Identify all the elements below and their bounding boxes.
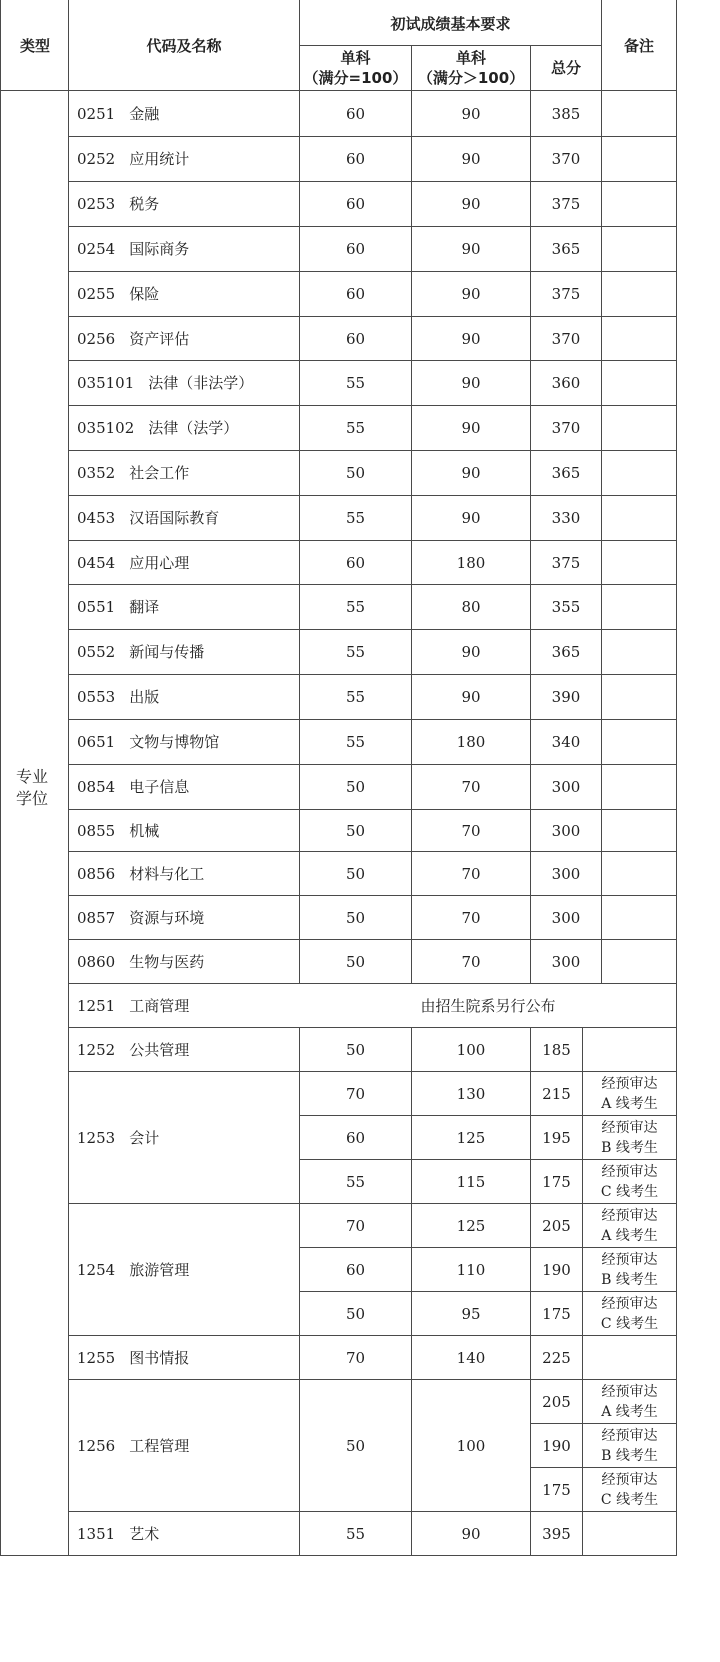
program-cell xyxy=(77,227,298,271)
program-name: 法律（非法学） xyxy=(148,374,254,392)
total-cell: 300 xyxy=(551,908,581,927)
program-name: 旅游管理 xyxy=(129,1260,190,1279)
program-code: 0855 xyxy=(77,821,116,840)
total-cell: 375 xyxy=(551,195,581,213)
total-cell: 300 xyxy=(551,778,581,796)
program-cell xyxy=(77,361,298,405)
single-gt100-cell: 110 xyxy=(456,1260,486,1279)
program-cell xyxy=(77,451,298,495)
program-cell xyxy=(77,406,298,450)
program-name: 工程管理 xyxy=(129,1436,190,1455)
grid-line xyxy=(0,1555,677,1556)
program-code: 035102 xyxy=(77,419,135,437)
total-cell: 175 xyxy=(542,1172,571,1191)
category-cell xyxy=(2,765,62,811)
single-gt100-cell: 125 xyxy=(456,1128,486,1147)
program-code: 1255 xyxy=(77,1348,116,1367)
single-100-cell: 60 xyxy=(345,1260,366,1279)
program-cell xyxy=(77,896,298,939)
program-name: 税务 xyxy=(129,195,160,213)
remark-line2: C 线考生 xyxy=(600,1315,659,1332)
program-cell xyxy=(77,541,298,584)
remark-cell xyxy=(583,1424,676,1467)
program-code: 0856 xyxy=(77,864,116,883)
remark-cell xyxy=(583,1468,676,1511)
single-100-cell: 60 xyxy=(345,240,366,258)
total-cell: 360 xyxy=(551,374,581,392)
remark-line2: C 线考生 xyxy=(600,1491,659,1508)
single-100-cell: 60 xyxy=(345,553,366,572)
single-gt100-cell: 90 xyxy=(461,374,481,392)
single-100-cell: 60 xyxy=(345,195,366,213)
total-cell: 355 xyxy=(551,598,581,616)
program-cell xyxy=(77,852,298,895)
total-cell: 225 xyxy=(542,1348,571,1367)
program-cell xyxy=(77,92,298,136)
program-code: 0553 xyxy=(77,688,116,706)
total-cell: 330 xyxy=(551,509,581,527)
program-name: 法律（法学） xyxy=(148,419,239,437)
remark-line1: 经预审达 xyxy=(601,1383,658,1400)
single-100-cell: 60 xyxy=(345,329,366,348)
remark-line1: 经预审达 xyxy=(601,1251,658,1268)
header-type: 类型 xyxy=(19,37,50,55)
single-100-cell: 55 xyxy=(345,374,366,392)
single-gt100-cell: 90 xyxy=(461,464,481,482)
program-name: 会计 xyxy=(129,1128,160,1147)
single-100-cell: 60 xyxy=(345,285,366,303)
header-total: 总分 xyxy=(550,59,581,77)
program-code: 1252 xyxy=(77,1040,116,1059)
total-cell: 340 xyxy=(551,733,581,751)
single-100-cell: 55 xyxy=(345,1524,366,1543)
program-code: 0251 xyxy=(77,105,116,123)
program-code: 0255 xyxy=(77,285,116,303)
program-name: 国际商务 xyxy=(129,240,190,258)
program-code: 035101 xyxy=(77,374,135,392)
header-code-name: 代码及名称 xyxy=(146,37,222,55)
single-100-cell: 50 xyxy=(345,1436,366,1455)
program-code: 0253 xyxy=(77,195,116,213)
remark-cell xyxy=(583,1248,676,1291)
total-cell: 395 xyxy=(542,1524,571,1543)
program-name: 应用统计 xyxy=(129,150,190,168)
program-cell xyxy=(77,630,298,674)
grid-line xyxy=(601,0,602,984)
remark-cell xyxy=(583,1116,676,1159)
program-cell xyxy=(77,317,298,360)
program-name: 应用心理 xyxy=(129,553,190,572)
remark-line1: 经预审达 xyxy=(601,1427,658,1444)
single-gt100-cell: 90 xyxy=(461,643,481,661)
program-name: 材料与化工 xyxy=(129,864,205,883)
grid-line xyxy=(0,90,677,91)
program-cell xyxy=(77,720,298,764)
single-gt100-cell: 100 xyxy=(456,1436,486,1455)
program-code: 0854 xyxy=(77,778,116,796)
total-cell: 365 xyxy=(551,464,581,482)
total-cell: 195 xyxy=(542,1128,571,1147)
remark-cell xyxy=(583,1072,676,1115)
program-code: 1253 xyxy=(77,1128,116,1147)
program-code: 0453 xyxy=(77,509,116,527)
single-gt100-cell: 90 xyxy=(461,195,481,213)
total-cell: 190 xyxy=(542,1260,571,1279)
single-gt100-cell: 130 xyxy=(456,1084,486,1103)
grid-line xyxy=(0,0,1,1556)
program-name: 出版 xyxy=(129,688,160,706)
program-cell xyxy=(77,1336,298,1379)
program-name: 社会工作 xyxy=(129,464,190,482)
single-gt100-cell: 90 xyxy=(461,509,481,527)
program-code: 0252 xyxy=(77,150,116,168)
program-name: 保险 xyxy=(129,285,160,303)
remark-line2: B 线考生 xyxy=(601,1271,658,1288)
single-100-cell: 55 xyxy=(345,509,366,527)
program-code: 0254 xyxy=(77,240,116,258)
remark-cell xyxy=(583,1160,676,1203)
remark-line1: 经预审达 xyxy=(601,1075,658,1092)
single-gt100-cell: 90 xyxy=(461,688,481,706)
program-cell xyxy=(77,137,298,181)
program-name: 金融 xyxy=(129,105,160,123)
header-single-100-line2: （满分=100） xyxy=(303,69,408,87)
total-cell: 215 xyxy=(542,1084,571,1103)
total-cell: 370 xyxy=(551,419,581,437)
single-gt100-cell: 90 xyxy=(461,1524,481,1543)
merged-requirement-cell: 由招生院系另行公布 xyxy=(420,996,556,1015)
program-code: 0857 xyxy=(77,908,116,927)
remark-cell xyxy=(583,1204,676,1247)
program-name: 新闻与传播 xyxy=(129,643,205,661)
single-100-cell: 55 xyxy=(345,688,366,706)
program-code: 0551 xyxy=(77,598,116,616)
total-cell: 300 xyxy=(551,952,581,971)
remark-line2: A 线考生 xyxy=(601,1403,658,1420)
total-cell: 390 xyxy=(551,688,581,706)
total-cell: 365 xyxy=(551,240,581,258)
single-gt100-cell: 180 xyxy=(456,553,486,572)
program-code: 0651 xyxy=(77,733,116,751)
program-name: 翻译 xyxy=(129,598,160,616)
grid-line xyxy=(68,0,69,1556)
single-gt100-cell: 180 xyxy=(456,733,486,751)
single-100-cell: 55 xyxy=(345,419,366,437)
remark-line2: B 线考生 xyxy=(601,1447,658,1464)
header-single-gt100-line2: （满分＞100） xyxy=(417,69,525,87)
header-single-100-line1: 单科 xyxy=(340,49,371,67)
program-code: 0352 xyxy=(77,464,116,482)
single-gt100-cell: 140 xyxy=(456,1348,486,1367)
single-gt100-cell: 100 xyxy=(456,1040,486,1059)
single-100-cell: 70 xyxy=(345,1216,366,1235)
single-100-cell: 50 xyxy=(345,464,366,482)
remark-cell xyxy=(583,1380,676,1423)
single-gt100-cell: 125 xyxy=(456,1216,486,1235)
single-gt100-cell: 80 xyxy=(461,598,481,616)
total-cell: 205 xyxy=(542,1216,571,1235)
program-name: 汉语国际教育 xyxy=(129,509,220,527)
header-single-gt100-line1: 单科 xyxy=(455,49,486,67)
total-cell: 385 xyxy=(551,105,581,123)
single-100-cell: 60 xyxy=(345,1128,366,1147)
program-name: 公共管理 xyxy=(129,1040,190,1059)
program-code: 0454 xyxy=(77,553,116,572)
program-name: 资源与环境 xyxy=(129,908,205,927)
single-gt100-cell: 90 xyxy=(461,150,481,168)
total-cell: 365 xyxy=(551,643,581,661)
program-cell xyxy=(77,940,298,983)
single-100-cell: 50 xyxy=(345,778,366,796)
program-cell xyxy=(77,810,298,851)
program-cell xyxy=(77,984,298,1027)
category-line1: 专业 xyxy=(15,767,48,786)
single-gt100-cell: 115 xyxy=(456,1172,486,1191)
single-100-cell: 60 xyxy=(345,150,366,168)
program-code: 1256 xyxy=(77,1436,116,1455)
single-100-cell: 55 xyxy=(345,1172,366,1191)
single-100-cell: 70 xyxy=(345,1084,366,1103)
single-gt100-cell: 90 xyxy=(461,240,481,258)
single-gt100-cell: 90 xyxy=(461,105,481,123)
single-100-cell: 50 xyxy=(345,1040,366,1059)
program-cell xyxy=(77,585,298,629)
total-cell: 300 xyxy=(551,821,581,840)
total-cell: 175 xyxy=(542,1304,571,1323)
remark-line1: 经预审达 xyxy=(601,1163,658,1180)
single-100-cell: 50 xyxy=(345,908,366,927)
program-cell xyxy=(77,765,298,809)
category-line2: 学位 xyxy=(15,789,48,808)
remark-line2: B 线考生 xyxy=(601,1139,658,1156)
single-gt100-cell: 70 xyxy=(461,952,481,971)
total-cell: 370 xyxy=(551,329,581,348)
program-name: 图书情报 xyxy=(129,1348,190,1367)
single-gt100-cell: 70 xyxy=(461,821,481,840)
program-code: 1254 xyxy=(77,1260,116,1279)
header-remark: 备注 xyxy=(623,37,654,55)
single-100-cell: 50 xyxy=(345,1304,366,1323)
single-gt100-cell: 95 xyxy=(461,1304,481,1323)
single-100-cell: 50 xyxy=(345,952,366,971)
single-100-cell: 70 xyxy=(345,1348,366,1367)
single-gt100-cell: 90 xyxy=(461,419,481,437)
program-cell xyxy=(77,1072,298,1203)
total-cell: 190 xyxy=(542,1436,571,1455)
program-cell xyxy=(77,1380,298,1511)
single-100-cell: 50 xyxy=(345,864,366,883)
program-cell xyxy=(77,272,298,316)
remark-line2: A 线考生 xyxy=(601,1095,658,1112)
program-name: 生物与医药 xyxy=(129,952,205,971)
program-code: 0552 xyxy=(77,643,116,661)
header-single-gt100 xyxy=(412,46,530,90)
remark-line2: A 线考生 xyxy=(601,1227,658,1244)
program-code: 0256 xyxy=(77,329,116,348)
program-cell xyxy=(77,675,298,719)
header-single-100 xyxy=(300,46,411,90)
remark-line1: 经预审达 xyxy=(601,1471,658,1488)
single-100-cell: 55 xyxy=(345,598,366,616)
single-gt100-cell: 90 xyxy=(461,329,481,348)
remark-line1: 经预审达 xyxy=(601,1295,658,1312)
single-100-cell: 50 xyxy=(345,821,366,840)
single-gt100-cell: 90 xyxy=(461,285,481,303)
program-code: 0860 xyxy=(77,952,116,971)
program-name: 艺术 xyxy=(129,1524,160,1543)
total-cell: 300 xyxy=(551,864,581,883)
single-100-cell: 60 xyxy=(345,105,366,123)
total-cell: 370 xyxy=(551,150,581,168)
total-cell: 185 xyxy=(542,1040,571,1059)
remark-line1: 经预审达 xyxy=(601,1119,658,1136)
single-gt100-cell: 70 xyxy=(461,778,481,796)
total-cell: 205 xyxy=(542,1392,571,1411)
header-group: 初试成绩基本要求 xyxy=(390,14,511,33)
grid-line xyxy=(676,0,677,1556)
program-cell xyxy=(77,182,298,226)
single-gt100-cell: 70 xyxy=(461,908,481,927)
remark-line1: 经预审达 xyxy=(601,1207,658,1224)
program-name: 电子信息 xyxy=(129,778,190,796)
program-name: 文物与博物馆 xyxy=(129,733,220,751)
total-cell: 375 xyxy=(551,285,581,303)
single-100-cell: 55 xyxy=(345,733,366,751)
total-cell: 375 xyxy=(551,553,581,572)
program-name: 资产评估 xyxy=(129,329,190,348)
single-100-cell: 55 xyxy=(345,643,366,661)
program-cell xyxy=(77,1512,298,1555)
program-cell xyxy=(77,1028,298,1071)
program-name: 工商管理 xyxy=(129,996,190,1015)
program-cell xyxy=(77,1204,298,1335)
program-cell xyxy=(77,496,298,540)
program-code: 1251 xyxy=(77,996,116,1015)
remark-line2: C 线考生 xyxy=(600,1183,659,1200)
single-gt100-cell: 70 xyxy=(461,864,481,883)
total-cell: 175 xyxy=(542,1480,571,1499)
remark-cell xyxy=(583,1292,676,1335)
program-name: 机械 xyxy=(129,821,160,840)
program-code: 1351 xyxy=(77,1524,116,1543)
